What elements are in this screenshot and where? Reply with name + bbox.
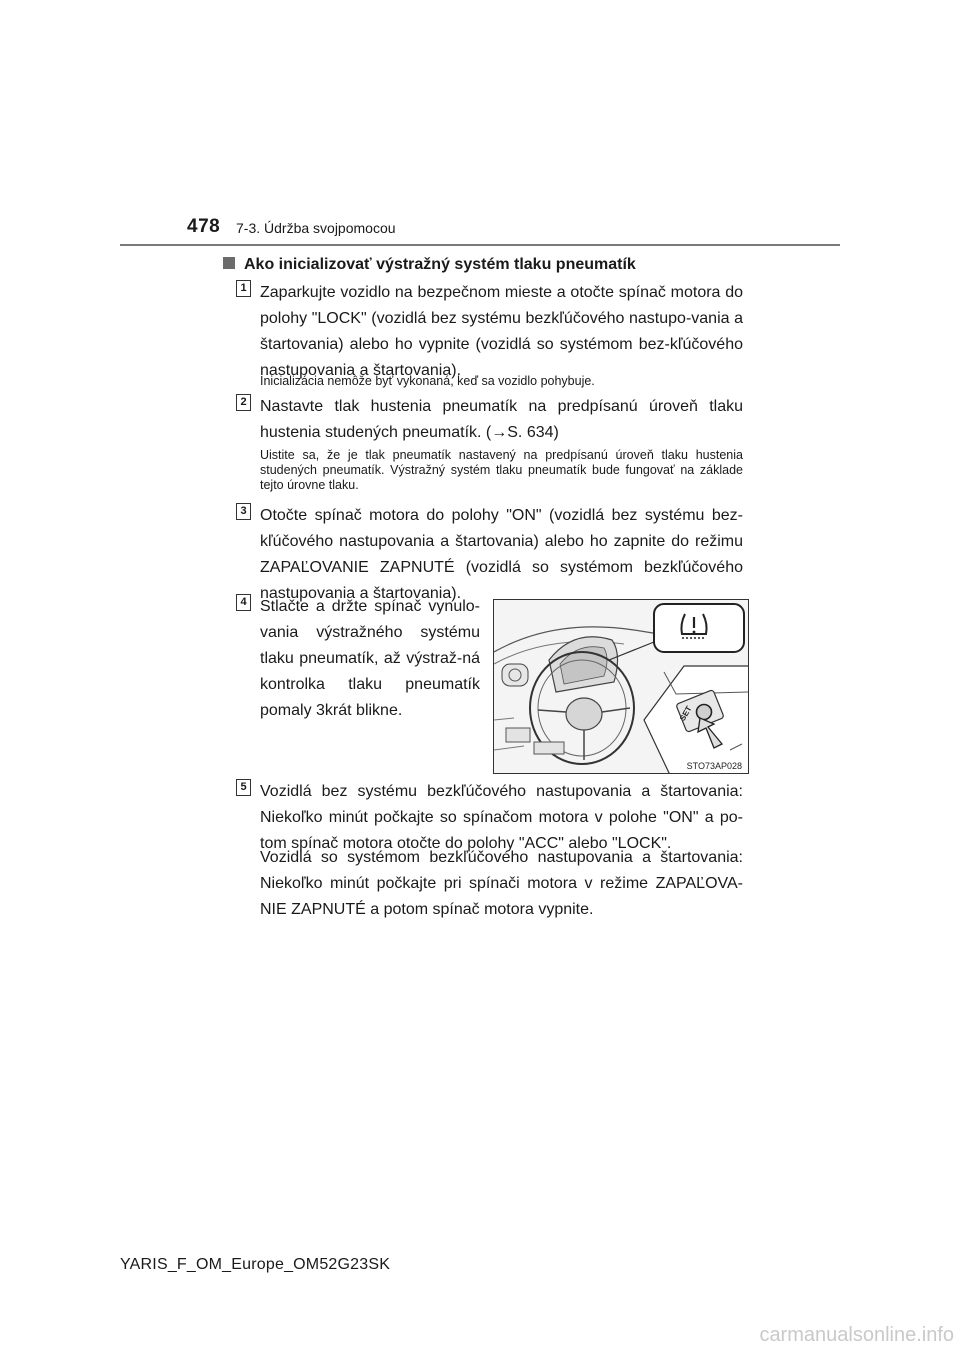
step-number-5: 5 [236, 779, 251, 796]
set-button-label: SET [678, 704, 694, 723]
step-2-text: Nastavte tlak hustenia pneumatík na predpísanú úroveň tlaku hustenia studených pneumatík. (→S. 634) [260, 398, 743, 441]
step-5-text-keyless: Vozidlá so systémom bezkľúčového nastupovania a štartovania: Niekoľko minút počkajte pri spínači motora v režime ZAPAĽOVA-NIE ZAPNUTÉ a potom spínač motora vypnite. [260, 849, 743, 918]
document-footer: YARIS_F_OM_Europe_OM52G23SK [120, 1256, 391, 1273]
step-number-3: 3 [236, 503, 251, 520]
watermark: carmanualsonline.info [759, 1324, 954, 1346]
step-1-note: Inicializácia nemôže byť vykonaná, keď sa vozidlo pohybuje. [260, 374, 595, 388]
step-number-4: 4 [236, 594, 251, 611]
step-1-text: Zaparkujte vozidlo na bezpečnom mieste a otočte spínač motora do polohy "LOCK" (vozidlá bez systému bezkľúčového nastupo-vania a štartovania) alebo ho vypnite (vozidlá so systémom bez-kľúčového nastupovania a štartovania). [260, 284, 743, 379]
section-heading [223, 256, 636, 274]
figure-code: STO73AP028 [686, 761, 742, 771]
section-title: 7-3. Údržba svojpomocou [236, 220, 396, 236]
page-number: 478 [187, 216, 221, 237]
step-number-2: 2 [236, 394, 251, 411]
step-number-1: 1 [236, 280, 251, 297]
step-5-text: Vozidlá bez systému bezkľúčového nastupovania a štartovania: Niekoľko minút počkajte so spínačom motora v polohe "ON" a po-tom spínač motora otočte do polohy "ACC" alebo "LOCK". [260, 783, 743, 852]
square-bullet-icon [223, 257, 235, 269]
header-divider [120, 244, 840, 246]
step-3-text: Otočte spínač motora do polohy "ON" (vozidlá bez systému bez-kľúčového nastupovania a štartovania) alebo ho zapnite do režimu ZAPAĽOVANIE ZAPNUTÉ (vozidlá so systémom bezkľúčového nastupovania a štartovania). [260, 507, 743, 602]
heading-text: Ako inicializovať výstražný systém tlaku pneumatík [244, 256, 636, 273]
dashboard-drawing [494, 600, 749, 774]
step-4-text: Stlačte a držte spínač vynulo-vania výstražného systému tlaku pneumatík, až výstraž-ná kontrolka tlaku pneumatík pomaly 3krát blikne. [260, 598, 480, 719]
dashboard-illustration [493, 599, 749, 774]
step-2-note: Uistite sa, že je tlak pneumatík nastavený na predpísanú úroveň tlaku hustenia studených pneumatík. Výstražný systém tlaku pneumatík bude fungovať na základe tejto úrovne tlaku. [260, 448, 743, 492]
